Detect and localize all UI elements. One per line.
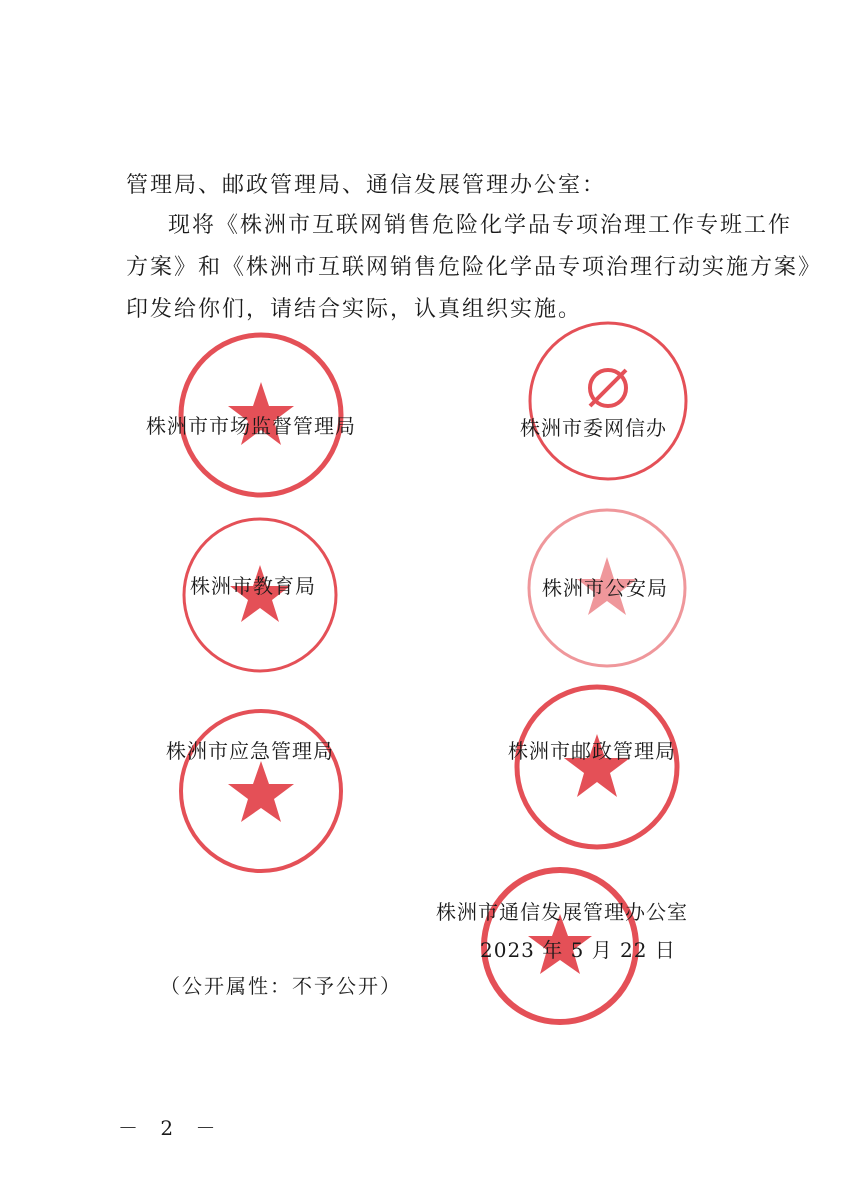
signature-public-security: 株洲市公安局 [542, 576, 668, 600]
disclosure-note: （公开属性：不予公开） [160, 974, 402, 998]
signature-communications-office: 株洲市通信发展管理办公室 [436, 900, 688, 924]
issue-date: 2023 年 5 月 22 日 [480, 938, 676, 962]
seal-postal-bureau [512, 682, 682, 852]
signature-emergency-management: 株洲市应急管理局 [166, 739, 334, 763]
seal-cyberspace-office [525, 318, 691, 484]
signature-cyberspace-office: 株洲市委网信办 [520, 416, 667, 440]
signature-education-bureau: 株洲市教育局 [190, 574, 316, 598]
letter-line-1: 管理局、邮政管理局、通信发展管理办公室： [126, 173, 607, 198]
letter-line-3: 方案》和《株洲市互联网销售危险化学品专项治理行动实施方案》 [126, 255, 823, 280]
signature-market-supervision: 株洲市市场监督管理局 [146, 414, 356, 438]
seal-emergency-management [176, 706, 346, 876]
letter-line-4: 印发给你们，请结合实际，认真组织实施。 [126, 297, 583, 322]
letter-line-2: 现将《株洲市互联网销售危险化学品专项治理工作专班工作 [168, 213, 793, 238]
page-number: － 2 － [118, 1116, 224, 1140]
signature-postal-bureau: 株洲市邮政管理局 [508, 739, 676, 763]
